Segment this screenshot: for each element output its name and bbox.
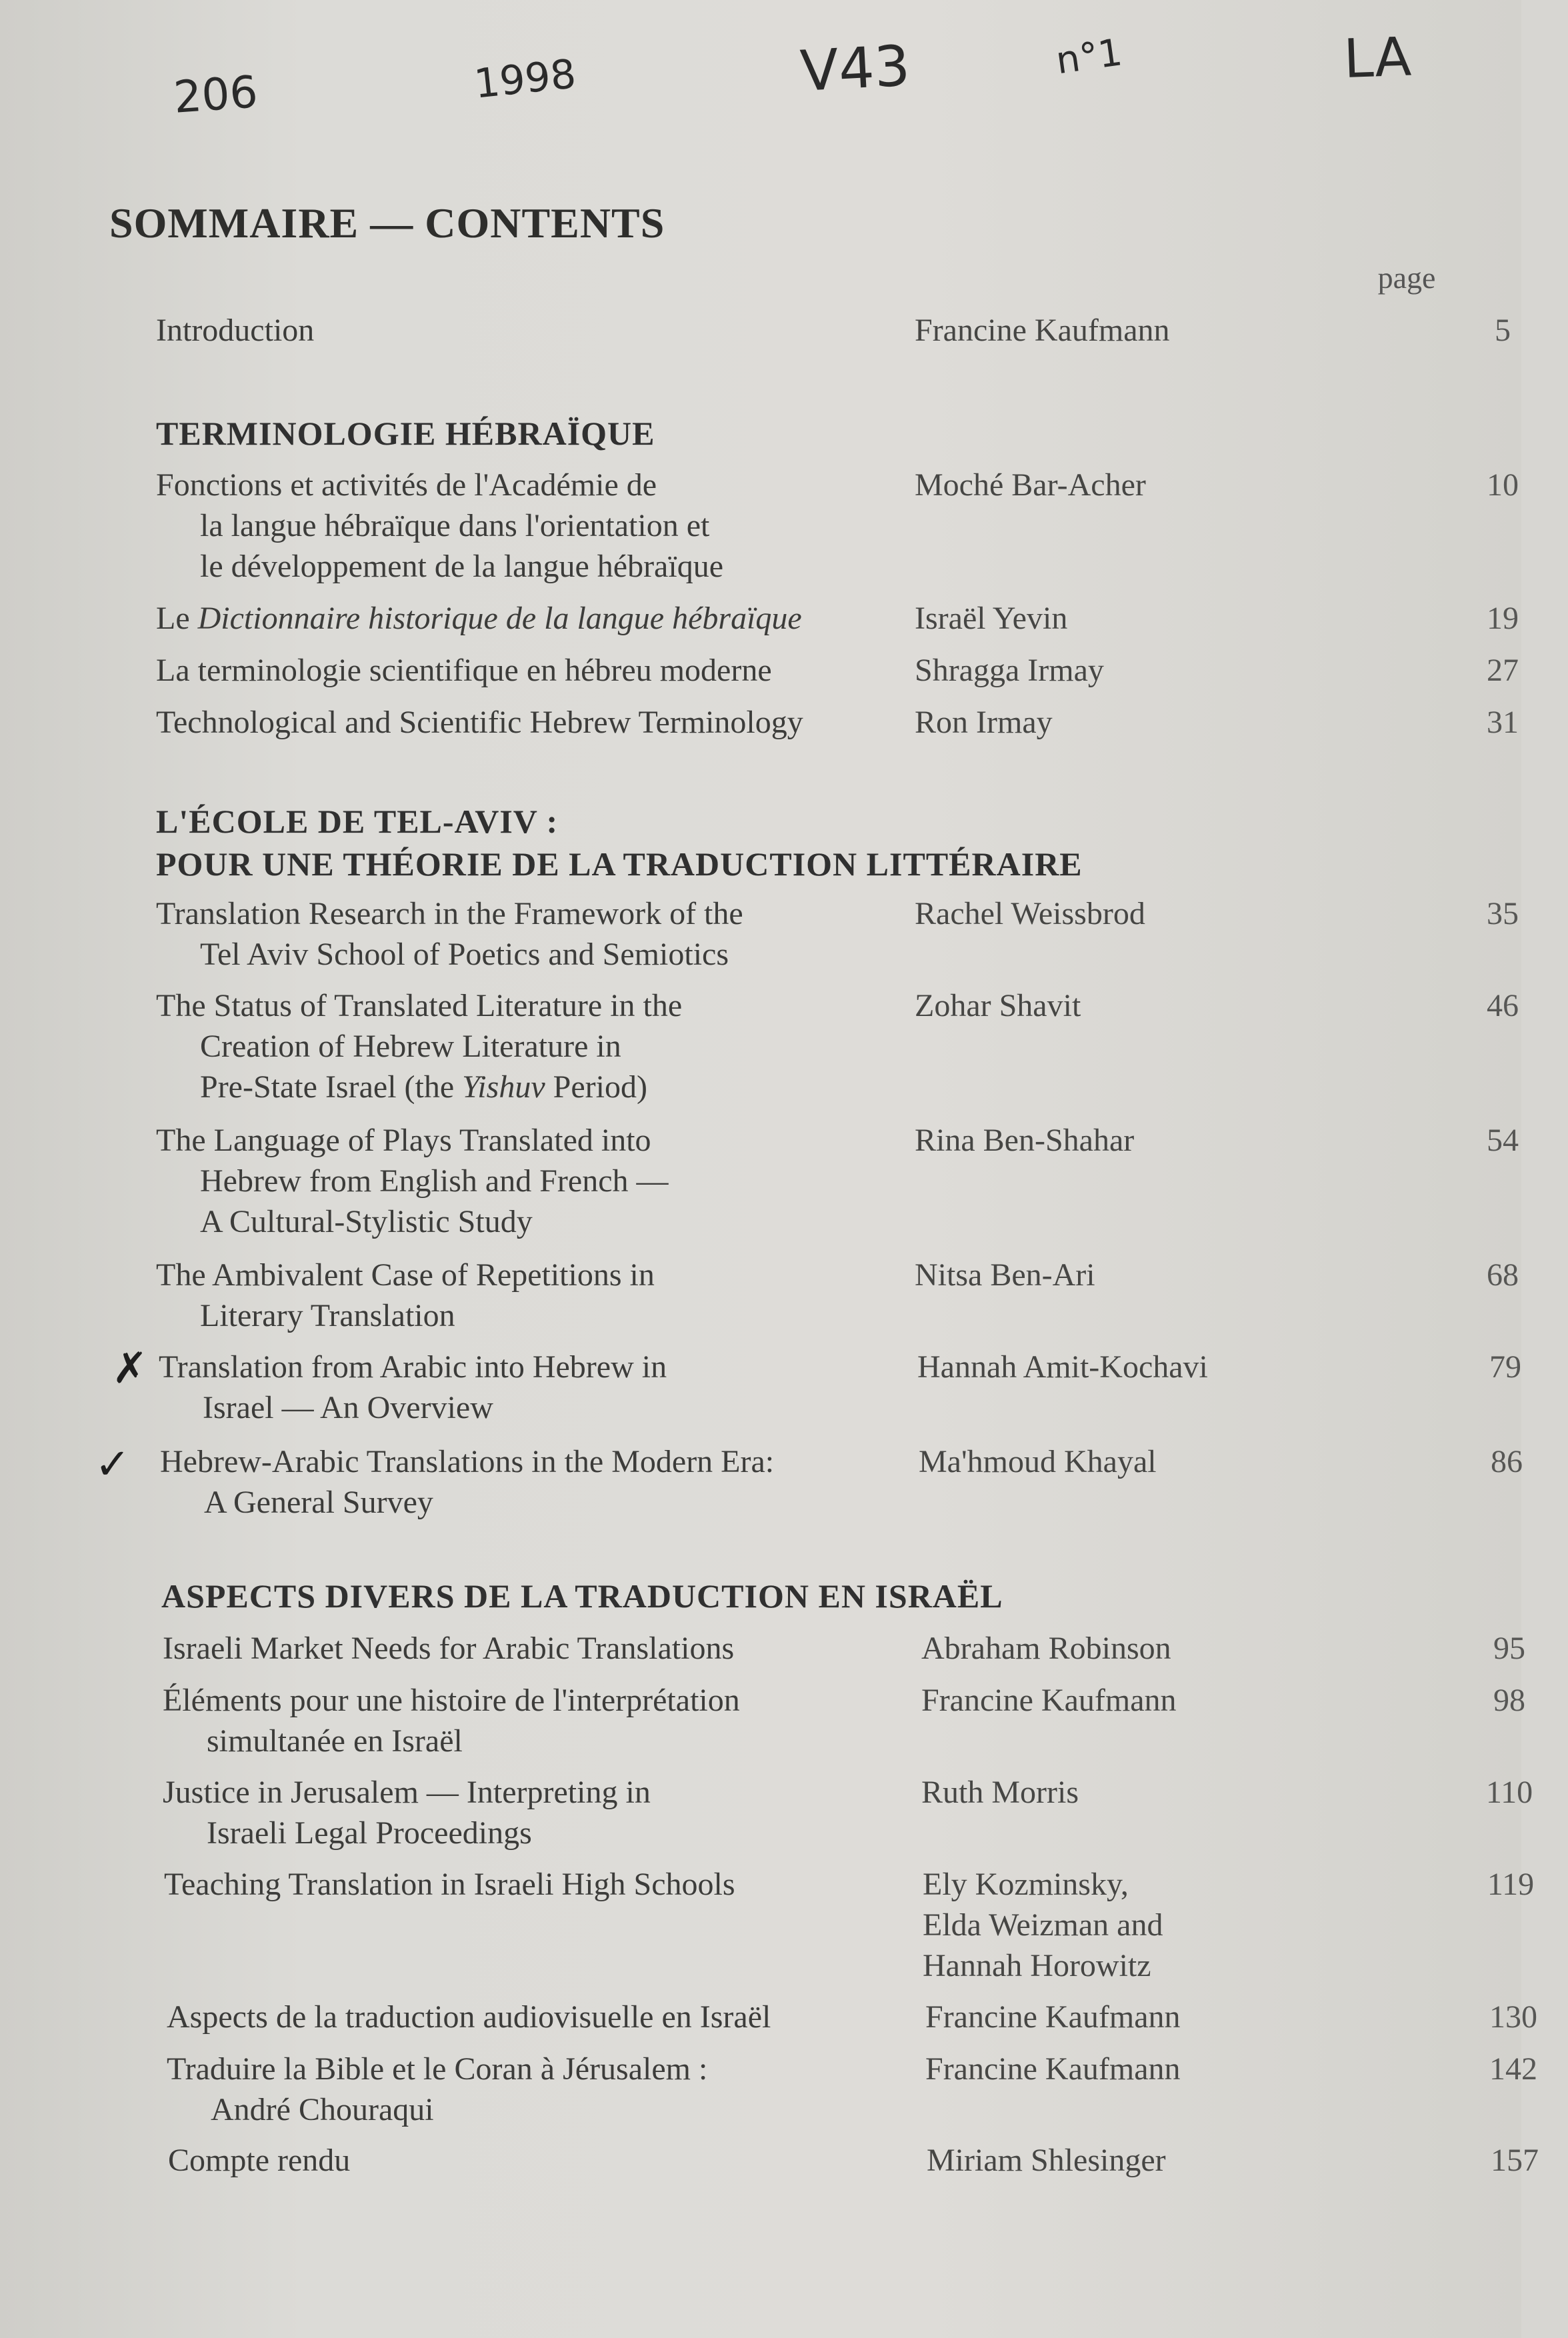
entry-title: André Chouraqui [211,2092,434,2127]
entry-title: Justice in Jerusalem — Interpreting in [163,1775,651,1810]
entry-title: La terminologie scientifique en hébreu moderne [156,653,772,688]
handwritten-note: 206 [172,66,260,123]
entry-title: Hebrew-Arabic Translations in the Modern Era: [160,1444,775,1479]
entry-page: 95 [1493,1631,1525,1666]
page-title: SOMMAIRE — CONTENTS [109,199,665,247]
entry-title: Israeli Legal Proceedings [207,1815,532,1851]
entry-page: 35 [1487,896,1519,931]
entry-author: Abraham Robinson [921,1631,1171,1666]
entry-author: Rina Ben-Shahar [915,1123,1135,1158]
entry-title: A Cultural-Stylistic Study [200,1204,533,1239]
entry-title: Le Dictionnaire historique de la langue hébraïque [156,601,802,636]
entry-page: 79 [1489,1349,1521,1385]
entry-author: Ma'hmoud Khayal [919,1444,1157,1479]
entry-title: A General Survey [204,1485,433,1520]
entry-title: Pre-State Israel (the Yishuv Period) [200,1069,647,1105]
entry-title: Literary Translation [200,1298,455,1333]
entry-title: Hebrew from English and French — [200,1163,669,1199]
entry-title: Teaching Translation in Israeli High Schools [164,1867,735,1902]
section-heading: TERMINOLOGIE HÉBRAÏQUE [156,415,655,452]
entry-page: 86 [1491,1444,1523,1479]
handwritten-note: 1998 [472,51,579,108]
handwritten-check-mark: ✓ [95,1440,131,1489]
entry-title: Introduction [156,313,315,348]
entry-page: 119 [1487,1867,1535,1902]
handwritten-note: n°1 [1053,31,1125,83]
entry-author: Francine Kaufmann [921,1683,1177,1718]
entry-title: Éléments pour une histoire de l'interprétation [163,1683,740,1718]
entry-author: Francine Kaufmann [915,313,1170,348]
entry-author: Francine Kaufmann [925,1999,1181,2035]
entry-author: Elda Weizman and [923,1907,1163,1943]
entry-title: Translation from Arabic into Hebrew in [159,1349,667,1385]
entry-title: Creation of Hebrew Literature in [200,1029,621,1064]
entry-author: Moché Bar-Acher [915,467,1146,503]
entry-page: 27 [1487,653,1519,688]
handwritten-cross-mark: ✗ [112,1344,148,1393]
entry-page: 130 [1489,1999,1537,2035]
entry-page: 19 [1487,601,1519,636]
entry-page: 98 [1493,1683,1525,1718]
entry-author: Zohar Shavit [915,988,1081,1023]
entry-author: Ely Kozminsky, [923,1867,1129,1902]
entry-author: Shragga Irmay [915,653,1104,688]
handwritten-note: LA [1343,25,1413,90]
entry-title: The Language of Plays Translated into [156,1123,651,1158]
page-column-label: page [1377,261,1436,295]
section-heading: ASPECTS DIVERS DE LA TRADUCTION EN ISRAËL [161,1577,1003,1615]
entry-page: 31 [1487,705,1519,740]
entry-title: Fonctions et activités de l'Académie de [156,467,657,503]
entry-page: 142 [1489,2051,1537,2087]
entry-page: 110 [1485,1775,1533,1810]
entry-author: Miriam Shlesinger [927,2143,1166,2178]
entry-title: Traduire la Bible et le Coran à Jérusalem : [167,2051,708,2087]
entry-page: 54 [1487,1123,1519,1158]
entry-title: le développement de la langue hébraïque [200,549,723,584]
entry-title: Aspects de la traduction audiovisuelle en Israël [167,1999,771,2035]
entry-title: Israel — An Overview [203,1390,493,1425]
entry-page: 46 [1487,988,1519,1023]
entry-title: Israeli Market Needs for Arabic Translations [163,1631,735,1666]
entry-title: The Ambivalent Case of Repetitions in [156,1257,655,1293]
entry-title: la langue hébraïque dans l'orientation et [200,508,710,543]
entry-author: Ron Irmay [915,705,1053,740]
entry-author: Hannah Horowitz [923,1948,1151,1983]
entry-title: Tel Aviv School of Poetics and Semiotics [200,937,729,972]
handwritten-note: V43 [799,33,912,104]
entry-page: 157 [1491,2143,1539,2178]
entry-title: Compte rendu [168,2143,351,2178]
entry-author: Ruth Morris [921,1775,1079,1810]
entry-author: Israël Yevin [915,601,1068,636]
entry-title: simultanée en Israël [207,1723,463,1759]
entry-page: 5 [1495,313,1511,348]
entry-author: Francine Kaufmann [925,2051,1181,2087]
entry-page: 68 [1487,1257,1519,1293]
entry-page: 10 [1487,467,1519,503]
entry-author: Rachel Weissbrod [915,896,1145,931]
entry-author: Hannah Amit-Kochavi [917,1349,1208,1385]
entry-title: Technological and Scientific Hebrew Terminology [156,705,803,740]
entry-title: Translation Research in the Framework of the [156,896,743,931]
entry-author: Nitsa Ben-Ari [915,1257,1095,1293]
section-heading: L'ÉCOLE DE TEL-AVIV : POUR UNE THÉORIE DE LA TRADUCTION LITTÉRAIRE [156,803,1083,883]
entry-title: The Status of Translated Literature in the [156,988,683,1023]
